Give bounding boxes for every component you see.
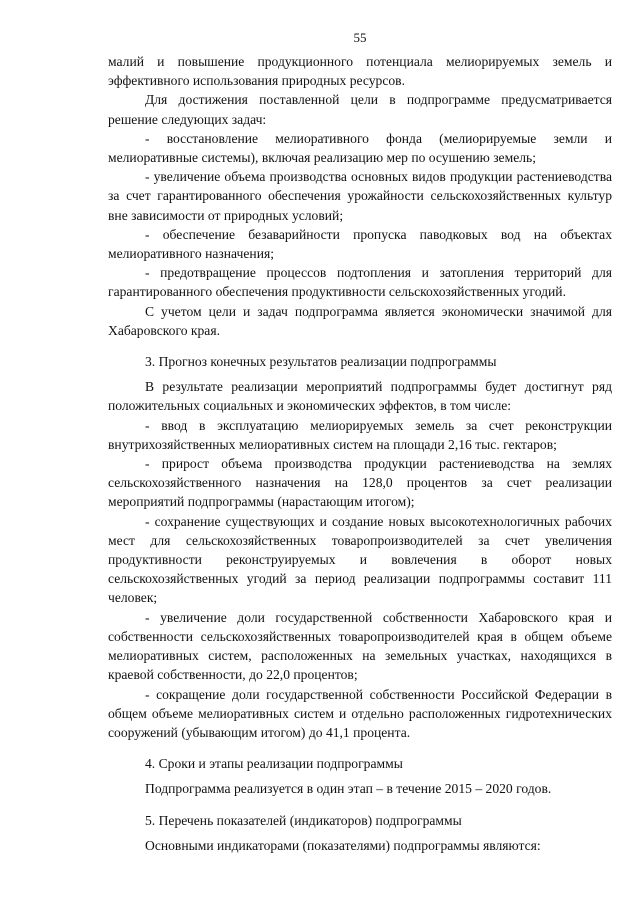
page-number: 55: [353, 30, 367, 45]
result-item: - ввод в эксплуатацию мелиорируемых земель за счет реконструкции внутрихозяйственных мелиоративных систем на площади 2,16 тыс. гектаров;: [108, 417, 612, 452]
result-item: - сохранение существующих и создание новых высокотехнологичных рабочих мест для сельскохозяйственных товаропроизводителей за счет увеличения продуктивности реконструируемых и вовлечения в оборот новых сельскохозяйственных угодий за период реализации подпрограммы составит 111 человек;: [108, 513, 612, 606]
section-heading-5: 5. Перечень показателей (индикаторов) подпрограммы: [145, 812, 462, 828]
section-heading-4: 4. Сроки и этапы реализации подпрограммы: [145, 756, 403, 772]
document-page: [108, 30, 612, 855]
paragraph-results-intro: В результате реализации мероприятий подпрограммы будет достигнут ряд положительных социальных и экономических эффектов, в том числе:: [108, 379, 612, 414]
paragraph-timeline: Подпрограмма реализуется в один этап – в течение 2015 – 2020 годов.: [145, 781, 552, 797]
task-item: - предотвращение процессов подтопления и затопления территорий для гарантированного обеспечения продуктивности сельскохозяйственных угодий.: [108, 265, 612, 300]
result-item: - прирост объема производства продукции растениеводства на землях сельскохозяйственного назначения на 128,0 процентов за счет реализации мероприятий подпрограммы (нарастающим итогом);: [108, 456, 612, 510]
paragraph-significance: С учетом цели и задач подпрограмма является экономически значимой для Хабаровского края.: [108, 303, 612, 338]
result-item: - сокращение доли государственной собственности Российской Федерации в общем объеме мелиоративных систем и отдельно расположенных гидротехнических сооружений (убывающим итогом) до 41,1 процента.: [108, 686, 612, 740]
task-item: - обеспечение безаварийности пропуска паводковых вод на объектах мелиоративного назначения;: [108, 226, 612, 262]
task-item: - увеличение объема производства основных видов продукции растениеводства за счет гарантированного обеспечения урожайности сельскохозяйственных культур вне зависимости от природных условий;: [108, 169, 612, 223]
paragraph-indicators: Основными индикаторами (показателями) подпрограммы являются:: [145, 837, 541, 853]
task-item: - восстановление мелиоративного фонда (мелиорируемые земли и мелиоративные системы), включая реализацию мер по осушению земель;: [108, 130, 612, 166]
paragraph-tasks-intro: Для достижения поставленной цели в подпрограмме предусматривается решение следующих задач:: [108, 92, 612, 127]
section-heading-3: 3. Прогноз конечных результатов реализации подпрограммы: [145, 354, 497, 370]
result-item: - увеличение доли государственной собственности Хабаровского края и собственности сельскохозяйственных товаропроизводителей края в общем объеме мелиоративных систем, расположенных на земельных участках, находящихся в краевой собственности, до 22,0 процентов;: [108, 609, 612, 683]
paragraph-continuation: малий и повышение продукционного потенциала мелиорируемых земель и эффективного использования природных ресурсов.: [108, 54, 612, 89]
